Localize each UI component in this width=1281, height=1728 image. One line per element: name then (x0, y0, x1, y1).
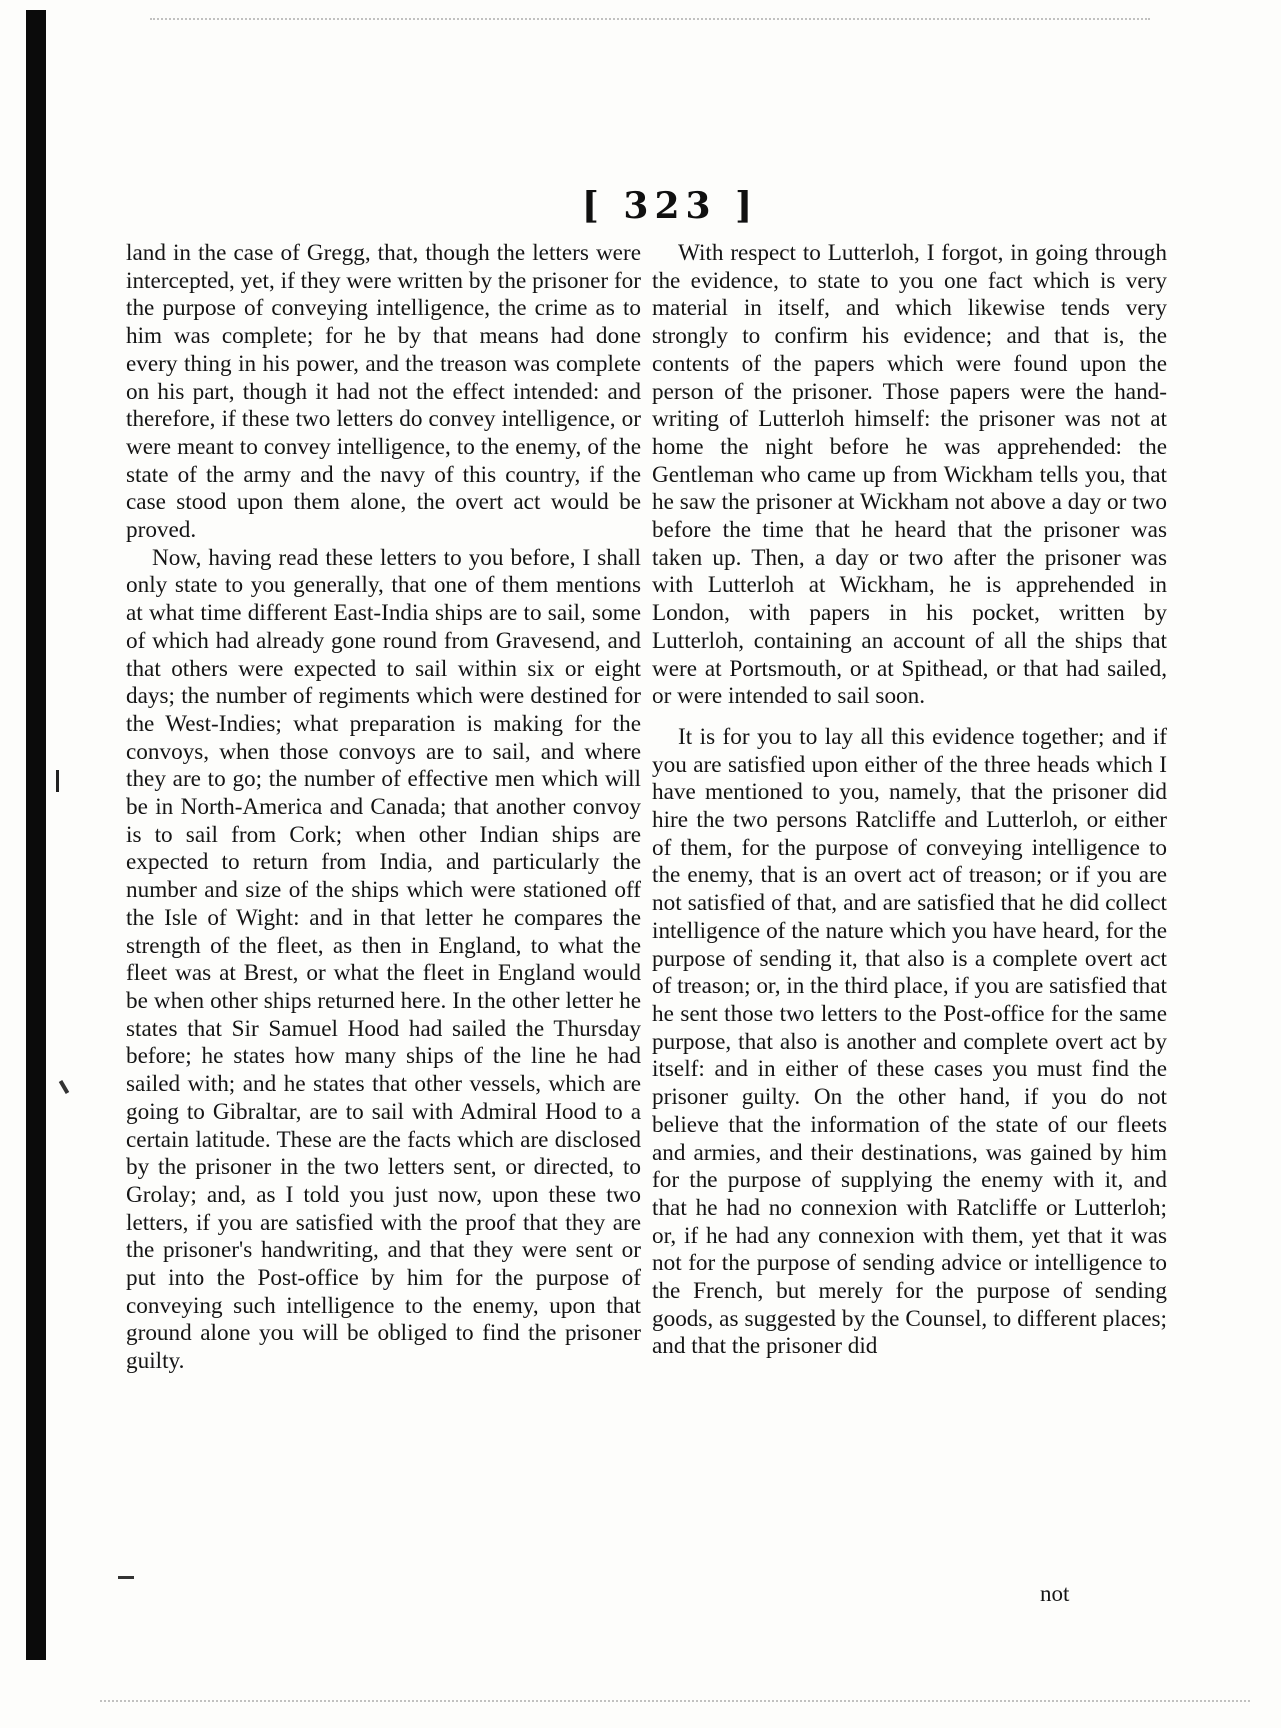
margin-mark (59, 1080, 69, 1094)
right-column (652, 240, 1167, 1361)
binding-shadow (26, 10, 46, 1660)
paragraph: It is for you to lay all this evidence together; and if you are satisfied upon either of the three heads which I have mentioned to you, namely, that the prisoner did hire the two persons Ratcliffe and Lutterloh, or either of them, for the purpose of conveying intelligence to the enemy, that is an overt act of treason; or if you are not satisfied of that, and are satisfied that he did collect intelligence of the nature which you have heard, for the purpose of sending it, that also is a complete overt act of treason; or, in the third place, if you are satisfied that he sent those two letters to the Post-office for the same purpose, that also is another and complete overt act by itself: and in either of these cases you must find the prisoner guilty. On the other hand, if you do not believe that the information of the state of our fleets and armies, and their destinations, was gained by him for the purpose of supplying the enemy with it, and that he had no connexion with Ratcliffe or Lutterloh; or, if he had any connexion with them, yet that it was not for the purpose of sending advice or intelligence to the French, but merely for the purpose of sending goods, as suggested by the Counsel, to different places; and that the prisoner did (652, 723, 1167, 1360)
end-dash (118, 1576, 134, 1579)
catchword: not (1040, 1581, 1070, 1606)
paragraph: Now, having read these letters to you before, I shall only state to you generally, that one of them mentions at what time different East-India ships are to sail, some of which had already gone round from Gravesend, and that others were expected to sail within six or eight days; the number of regiments which were destined for the West-Indies; what preparation is making for the convoys, when those convoys are to sail, and where they are to go; the number of effective men which will be in North-America and Canada; that another convoy is to sail from Cork; when other Indian ships are expected to return from India, and particularly the number and size of the ships which were stationed off the Isle of Wight: and in that letter he compares the strength of the fleet, as then in England, to what the fleet was at Brest, or what the fleet in England would be when other ships returned here. In the other letter he states that Sir Samuel Hood had sailed the Thursday before; he states how many ships of the line he had sailed with; and he states that other vessels, which are going to Gibraltar, are to sail with Admiral Hood to a certain latitude. These are the facts which are disclosed by the prisoner in the two letters sent, or directed, to Grolay; and, as I told you just now, upon these two letters, if you are satisfied with the proof that they are the prisoner's handwriting, and that they were sent or put into the Post-office by him for the purpose of conveying such intelligence to the enemy, upon that ground alone you will be obliged to find the prisoner guilty. (126, 544, 641, 1375)
page-number: [ 323 ] (581, 185, 759, 227)
paragraph: With respect to Lutterloh, I forgot, in going through the evidence, to state to you one fact which is very material in itself, and which likewise tends very strongly to confirm his evidence; and that is, the contents of the papers which were found upon the person of the prisoner. Those papers were the hand-writing of Lutterloh himself: the prisoner was not at home the night before he was apprehended: the Gentleman who came up from Wickham tells you, that he saw the prisoner at Wickham not above a day or two before the time that he heard that the prisoner was taken up. Then, a day or two after the prisoner was with Lutterloh at Wickham, he is apprehended in London, with papers in his pocket, written by Lutterloh, containing an account of all the ships that were at Portsmouth, or at Spithead, or that had sailed, or were intended to sail soon. (652, 240, 1167, 710)
scan-noise-bottom (100, 1700, 1250, 1704)
left-column (126, 240, 641, 1376)
scan-noise-top (150, 18, 1150, 22)
margin-mark (56, 770, 59, 792)
paragraph: land in the case of Gregg, that, though the letters were intercepted, yet, if they were written by the prisoner for the purpose of conveying intelligence, the crime as to him was complete; for he by that means had done every thing in his power, and the treason was complete on his part, though it had not the effect intended: and therefore, if these two letters do convey intelligence, or were meant to convey intelligence, to the enemy, of the state of the army and the navy of this country, if the case stood upon them alone, the overt act would be proved. (126, 240, 641, 544)
